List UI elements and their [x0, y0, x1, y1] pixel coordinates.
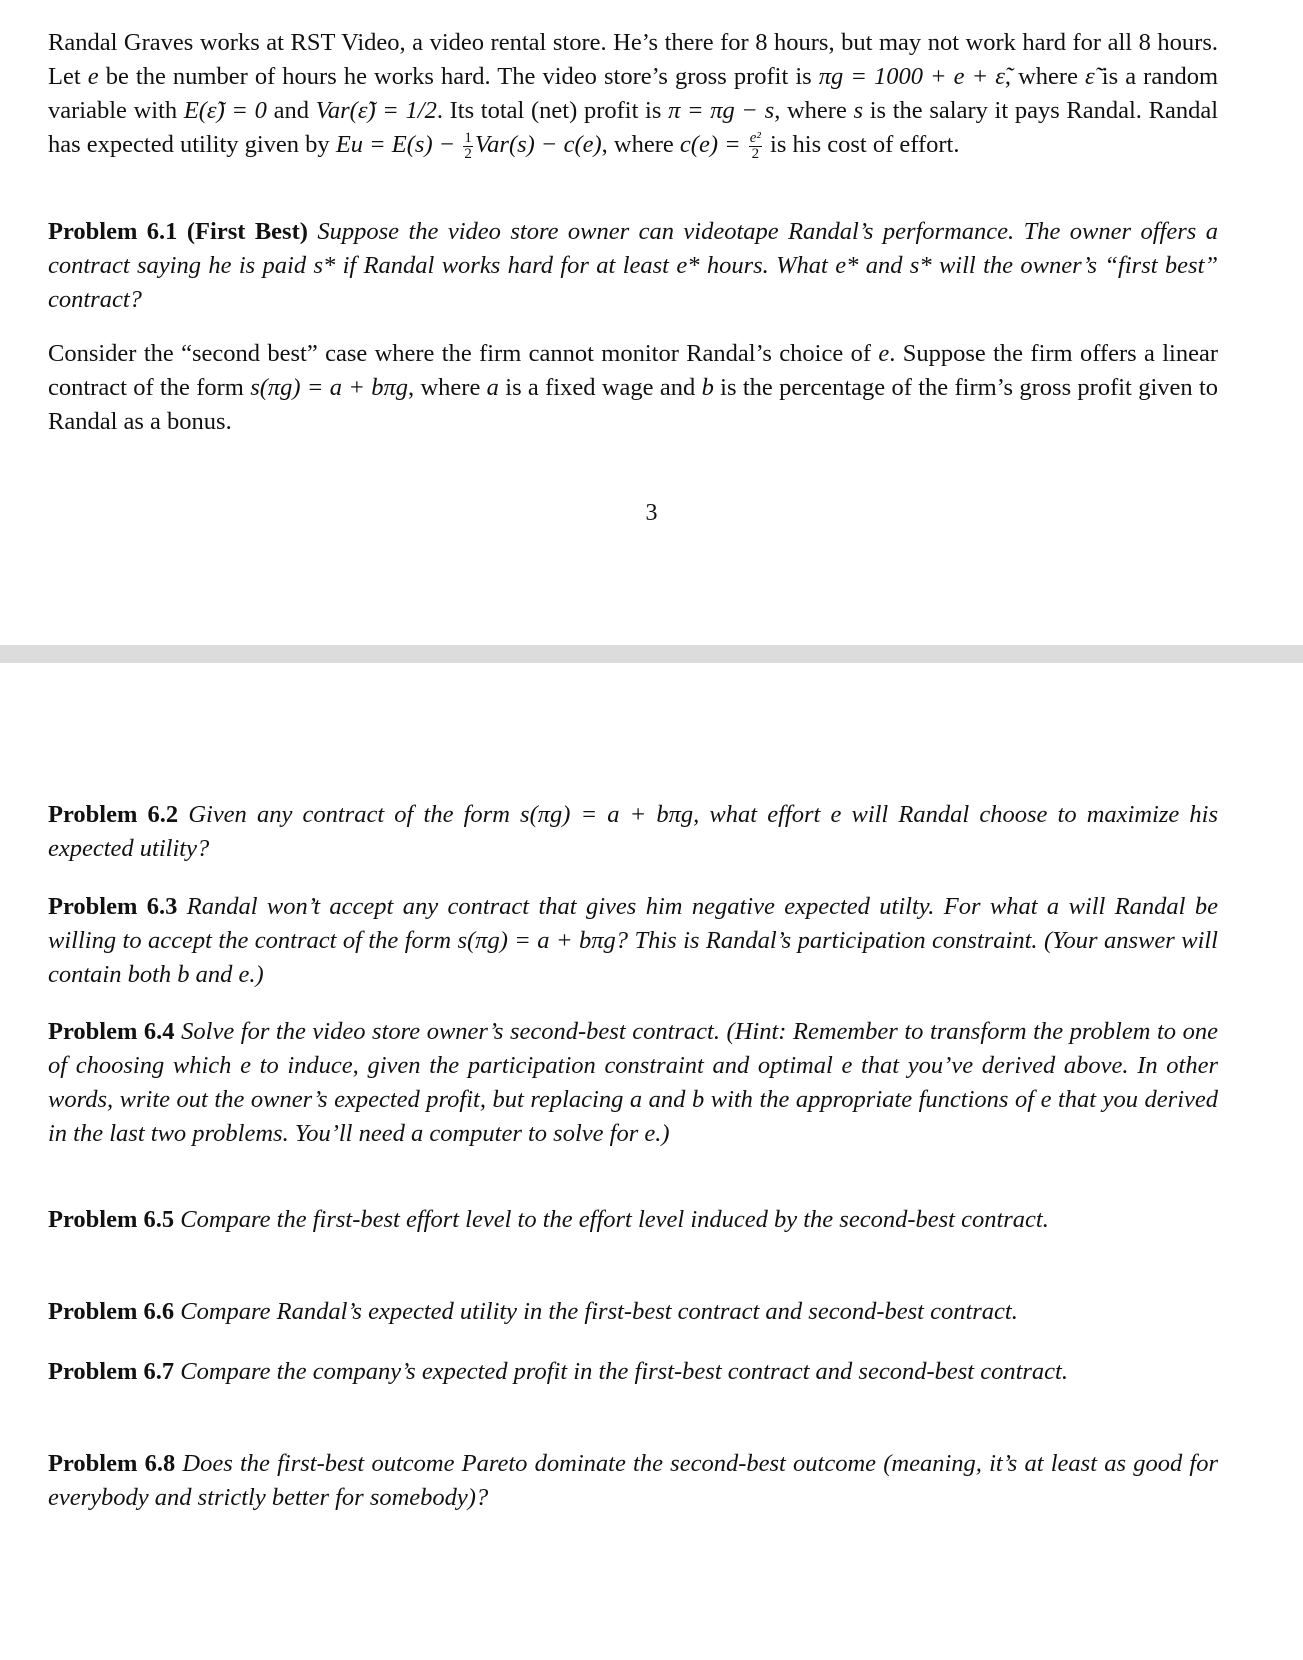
intro-paragraph — [48, 26, 1218, 162]
page-separator — [0, 645, 1303, 663]
intro-text: , where — [774, 97, 854, 124]
intro-text: is the salary it pays Randal. Randal has expected utility given by — [48, 97, 1218, 158]
utility-formula: Eu = E(s) − — [335, 131, 462, 158]
problem-label: Problem 6.2 — [48, 801, 179, 828]
net-profit-formula: π = πg − s — [668, 97, 775, 124]
intro-text: . Its total (net) profit is — [436, 97, 669, 124]
utility-formula-rest: Var(s) − c(e) — [474, 131, 602, 158]
problem-label: Problem 6.3 — [48, 893, 178, 920]
problem-text: Solve for the video store owner’s second-best contract. (Hint: Remember to transform the problem to one of choosing which e to induce, given the participation constraint and optimal e that you’ve derived above. In other words, write out the owner’s expected profit, but replacing a and b with the appropriate functions of e that you derived in the last two problems. You’ll need a computer to solve for e.) — [48, 1018, 1218, 1147]
problem-text: Randal won’t accept any contract that gives him negative expected utilty. For what a will Randal be willing to accept the contract of the form s(πg) = a + bπg? This is Randal’s participation constraint. (Your answer will contain both b and e.) — [48, 893, 1218, 988]
problem-text: Given any contract of the form s(πg) = a + bπg, what effort e will Randal choose to maximize his expected utility? — [48, 801, 1218, 862]
problem-text: Compare Randal’s expected utility in the first-best contract and second-best contract. — [180, 1298, 1018, 1325]
cost-formula: c(e) = — [679, 131, 747, 158]
problem-text: Compare the first-best effort level to the effort level induced by the second-best contract. — [180, 1206, 1049, 1233]
intro-text: is his cost of effort. — [763, 131, 960, 158]
problem-6-7 — [48, 1355, 1218, 1389]
paragraph-text: Consider the “second best” case where the firm cannot monitor Randal’s choice of — [48, 340, 879, 367]
paragraph-text: is a fixed wage and — [498, 374, 702, 401]
variance-formula: Var(ε̃) = 1/2 — [315, 97, 437, 124]
intro-text: , where — [1004, 63, 1086, 90]
bonus-var: b — [701, 374, 714, 401]
problem-6-3 — [48, 890, 1218, 992]
problem-6-4 — [48, 1015, 1218, 1151]
problem-label: Problem 6.8 — [48, 1450, 176, 1477]
problem-6-2 — [48, 798, 1218, 866]
half-fraction — [463, 131, 473, 162]
fraction-denominator: 2 — [751, 145, 760, 162]
paragraph-text: is the percentage of the firm’s gross profit given to Randal as a bonus. — [48, 374, 1219, 435]
fraction-denominator: 2 — [464, 145, 472, 162]
paragraph-text: , where — [408, 374, 487, 401]
effort-var: e — [87, 63, 99, 90]
problem-6-6 — [48, 1295, 1218, 1329]
intro-text: be the number of hours he works hard. The video store’s gross profit is — [98, 63, 819, 90]
problem-label: Problem 6.1 (First Best) — [48, 218, 308, 245]
effort-var: e — [878, 340, 890, 367]
problem-6-8 — [48, 1447, 1218, 1515]
salary-var: s — [853, 97, 864, 124]
intro-text: and — [266, 97, 316, 124]
intro-text: Randal Graves works at RST Video, a video rental store. He’s there for 8 hours, but may not work hard for all 8 hours. Let — [48, 29, 1218, 90]
page-4 — [0, 663, 1303, 1660]
problem-label: Problem 6.5 — [48, 1206, 175, 1233]
fraction-numerator: 1 — [464, 129, 472, 146]
problem-label: Problem 6.4 — [48, 1018, 175, 1045]
intro-text: , where — [601, 131, 680, 158]
problem-text: Does the first-best outcome Pareto dominate the second-best outcome (meaning, it’s at least as good for everybody and strictly better for somebody)? — [48, 1450, 1218, 1511]
epsilon-var: ε̃ — [1085, 63, 1095, 90]
second-best-paragraph — [48, 337, 1218, 439]
intro-text: is a random variable with — [48, 63, 1218, 124]
wage-var: a — [486, 374, 499, 401]
problem-label: Problem 6.6 — [48, 1298, 175, 1325]
problem-6-5 — [48, 1203, 1218, 1237]
problem-6-1 — [48, 215, 1218, 317]
paragraph-text: . Suppose the firm offers a linear contract of the form — [48, 340, 1219, 401]
page-number: 3 — [645, 500, 658, 526]
expectation-formula: E(ε̃) = 0 — [183, 97, 267, 124]
contract-formula: s(πg) = a + bπg — [250, 374, 409, 401]
fraction-numerator: e² — [749, 129, 761, 146]
problem-text: Suppose the video store owner can videotape Randal’s performance. The owner offers a contract saying he is paid s* if Randal works hard for at least e* hours. What e* and s* will the owner’s “first best” contract? — [48, 218, 1219, 313]
cost-fraction — [749, 131, 762, 162]
page-3 — [0, 0, 1303, 645]
problem-label: Problem 6.7 — [48, 1358, 175, 1385]
gross-profit-formula: πg = 1000 + e + ε̃ — [818, 63, 1005, 90]
problem-text: Compare the company’s expected profit in the first-best contract and second-best contract. — [180, 1358, 1068, 1385]
